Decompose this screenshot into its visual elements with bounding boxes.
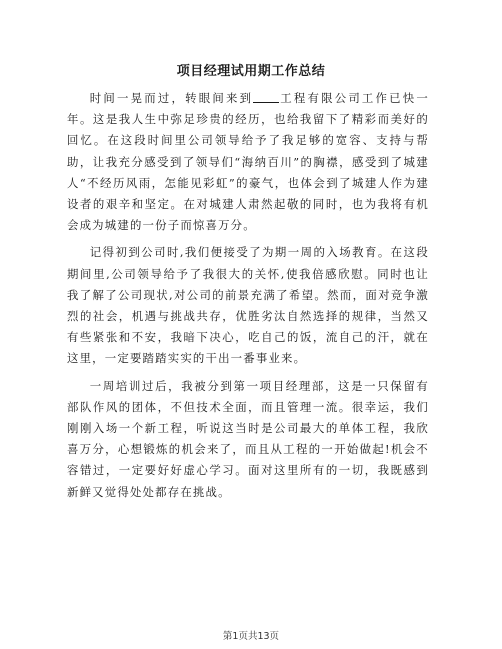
fill-in-blank: [253, 91, 279, 103]
paragraph-2: 记得初到公司时,我们便接受了为期一周的入场教育。在这段期间里,公司领导给予了我很大的关怀,使我倍感欣慰。同时也让我了解了公司现状,对公司的前景充满了希望。然而，面对竞争激烈的社会，机遇与挑战共存，优胜劣汰自然选择的规律，当然又有些紧张和不安，我暗下决心，吃自己的饭，流自己的汗，就在这里，一定要踏踏实实的干出一番事业来。: [67, 245, 429, 366]
document-title: 项目经理试用期工作总结: [176, 64, 326, 79]
page-number: 第1页共13页: [222, 631, 280, 642]
paragraph-3: 一周培训过后，我被分到第一项目经理部，这是一只保留有部队作风的团体，不但技术全面，而且管理一流。很幸运，我们刚刚入场一个新工程，听说这当时是公司最大的单体工程，我欣喜万分，心想锻炼的机会来了，而且从工程的一开始做起!机会不容错过，一定要好好虚心学习。面对这里所有的一切，我既感到新鲜又觉得处处都存在挑战。: [67, 378, 429, 499]
document-body: [67, 88, 429, 509]
paragraph-1-lead: 时间一晃而过，转眼间来到: [89, 91, 254, 105]
paragraph-1-rest: 工程有限公司工作已快一年。这是我人生中弥足珍贵的经历，也给我留下了精彩而美好的回忆。在这段时间里公司领导给予了我足够的宽容、支持与帮助，让我充分感受到了领导们“海纳百川”的胸襟，感受到了城建人“不经历风雨，怎能见彩虹”的豪气，也体会到了城建人作为建设者的艰辛和坚定。在对城建人肃然起敬的同时，也为我将有机会成为城建的一份子而惊喜万分。: [67, 91, 429, 233]
paragraph-1: [67, 88, 429, 236]
